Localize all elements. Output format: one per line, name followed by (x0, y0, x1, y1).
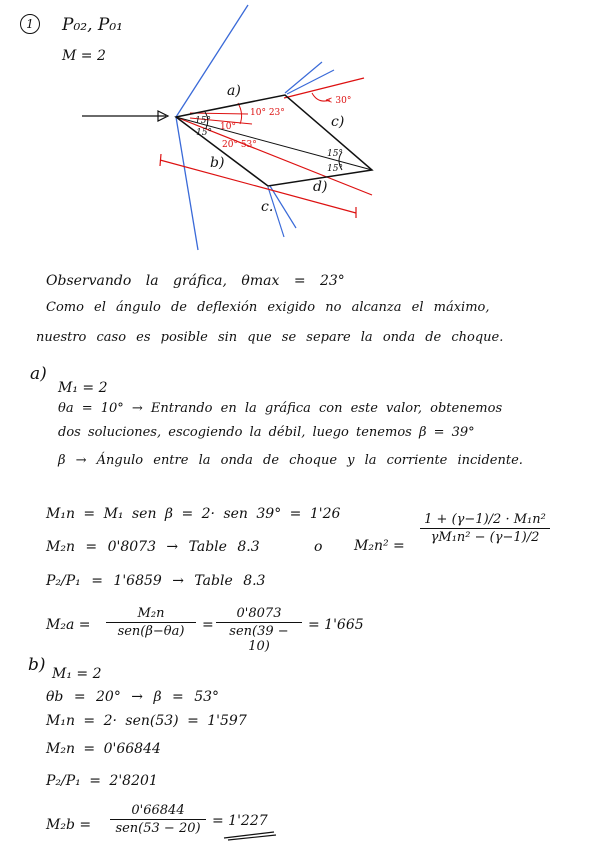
label-bottom-c: c. (261, 199, 274, 215)
part-a-eq4-frac1: M₂n sen(β−θa) (106, 606, 196, 639)
part-a-eq2-or: o (314, 539, 323, 555)
angle-15-right-bot: 15° (327, 164, 343, 174)
label-c: c) (331, 114, 345, 130)
header-mach: M = 2 (62, 48, 106, 64)
part-a-eq4-lhs: M₂a = (46, 617, 91, 633)
red-line-3 (284, 78, 364, 98)
part-a-eq2-left: M₂n = 0'8073 → Table 8.3 (46, 539, 260, 555)
circled-number: 1 (20, 14, 40, 34)
part-a-line-2: dos soluciones, escogiendo la débil, luego tenemos β = 39° (58, 425, 475, 440)
angle-15-right-top: 15° (327, 149, 343, 159)
angle-15-top: 15° (195, 116, 211, 126)
angle-10: 10° (220, 122, 236, 132)
label-d: d) (313, 179, 328, 195)
part-a-m1: M₁ = 2 (58, 380, 108, 396)
shock-line-lower-left (176, 117, 198, 250)
header-title: P₀₂, P₀₁ (62, 15, 123, 35)
part-a-label: a) (30, 364, 47, 384)
part-a-line-1: θa = 10° → Entrando en la gráfica con este valor, obtenemos (58, 401, 503, 416)
angle-30: < 30° (325, 96, 352, 106)
shock-wave-diagram (0, 0, 601, 260)
angle-20-53: 20° 53° (222, 140, 257, 150)
intro-line-1: Observando la gráfica, θmax = 23° (46, 273, 345, 289)
shock-line-upper-left (176, 5, 248, 117)
part-b-m1: M₁ = 2 (52, 666, 102, 682)
result-underline (222, 829, 278, 841)
part-b-theta: θb = 20° → β = 53° (46, 689, 220, 705)
part-b-m1n: M₁n = 2· sen(53) = 1'597 (46, 713, 247, 729)
fraction-numerator: 1 + (γ−1)/2 · M₁n² (424, 512, 546, 527)
part-a-eq1: M₁n = M₁ sen β = 2· sen 39° = 1'26 (46, 506, 341, 522)
part-a-eq2-fraction (420, 512, 550, 545)
part-a-eq3: P₂/P₁ = 1'6859 → Table 8.3 (46, 573, 266, 589)
intro-line-3: nuestro caso es posible sin que se separe la onda de choque. (36, 330, 504, 345)
part-b-m2n: M₂n = 0'66844 (46, 741, 161, 757)
part-a-eq2-lhs: M₂n² = (354, 538, 405, 554)
intro-line-2: Como el ángulo de deflexión exigido no alcanza el máximo, (46, 300, 490, 315)
part-b-label: b) (28, 655, 46, 675)
part-b-m2b-result: = 1'227 (212, 813, 268, 829)
part-b-m2b-fraction: 0'66844 sen(53 − 20) (110, 803, 206, 836)
angle-10-23: 10° 23° (250, 108, 285, 118)
part-b-pressure-ratio: P₂/P₁ = 2'8201 (46, 773, 158, 789)
label-a: a) (227, 83, 241, 99)
part-b-m2b-lhs: M₂b = (46, 817, 92, 833)
label-b: b) (210, 155, 225, 171)
fraction-denominator: γM₁n² − (γ−1)/2 (430, 530, 540, 545)
part-a-eq4-result: = 1'665 (308, 617, 364, 633)
part-a-eq4-equals: = (202, 617, 214, 633)
part-a-line-3: β → Ángulo entre la onda de choque y la corriente incidente. (58, 453, 523, 468)
part-a-eq4-frac2: 0'8073 sen(39 − 10) (216, 606, 302, 654)
fraction-bar (420, 528, 550, 529)
angle-15-left: 15° (196, 128, 212, 138)
